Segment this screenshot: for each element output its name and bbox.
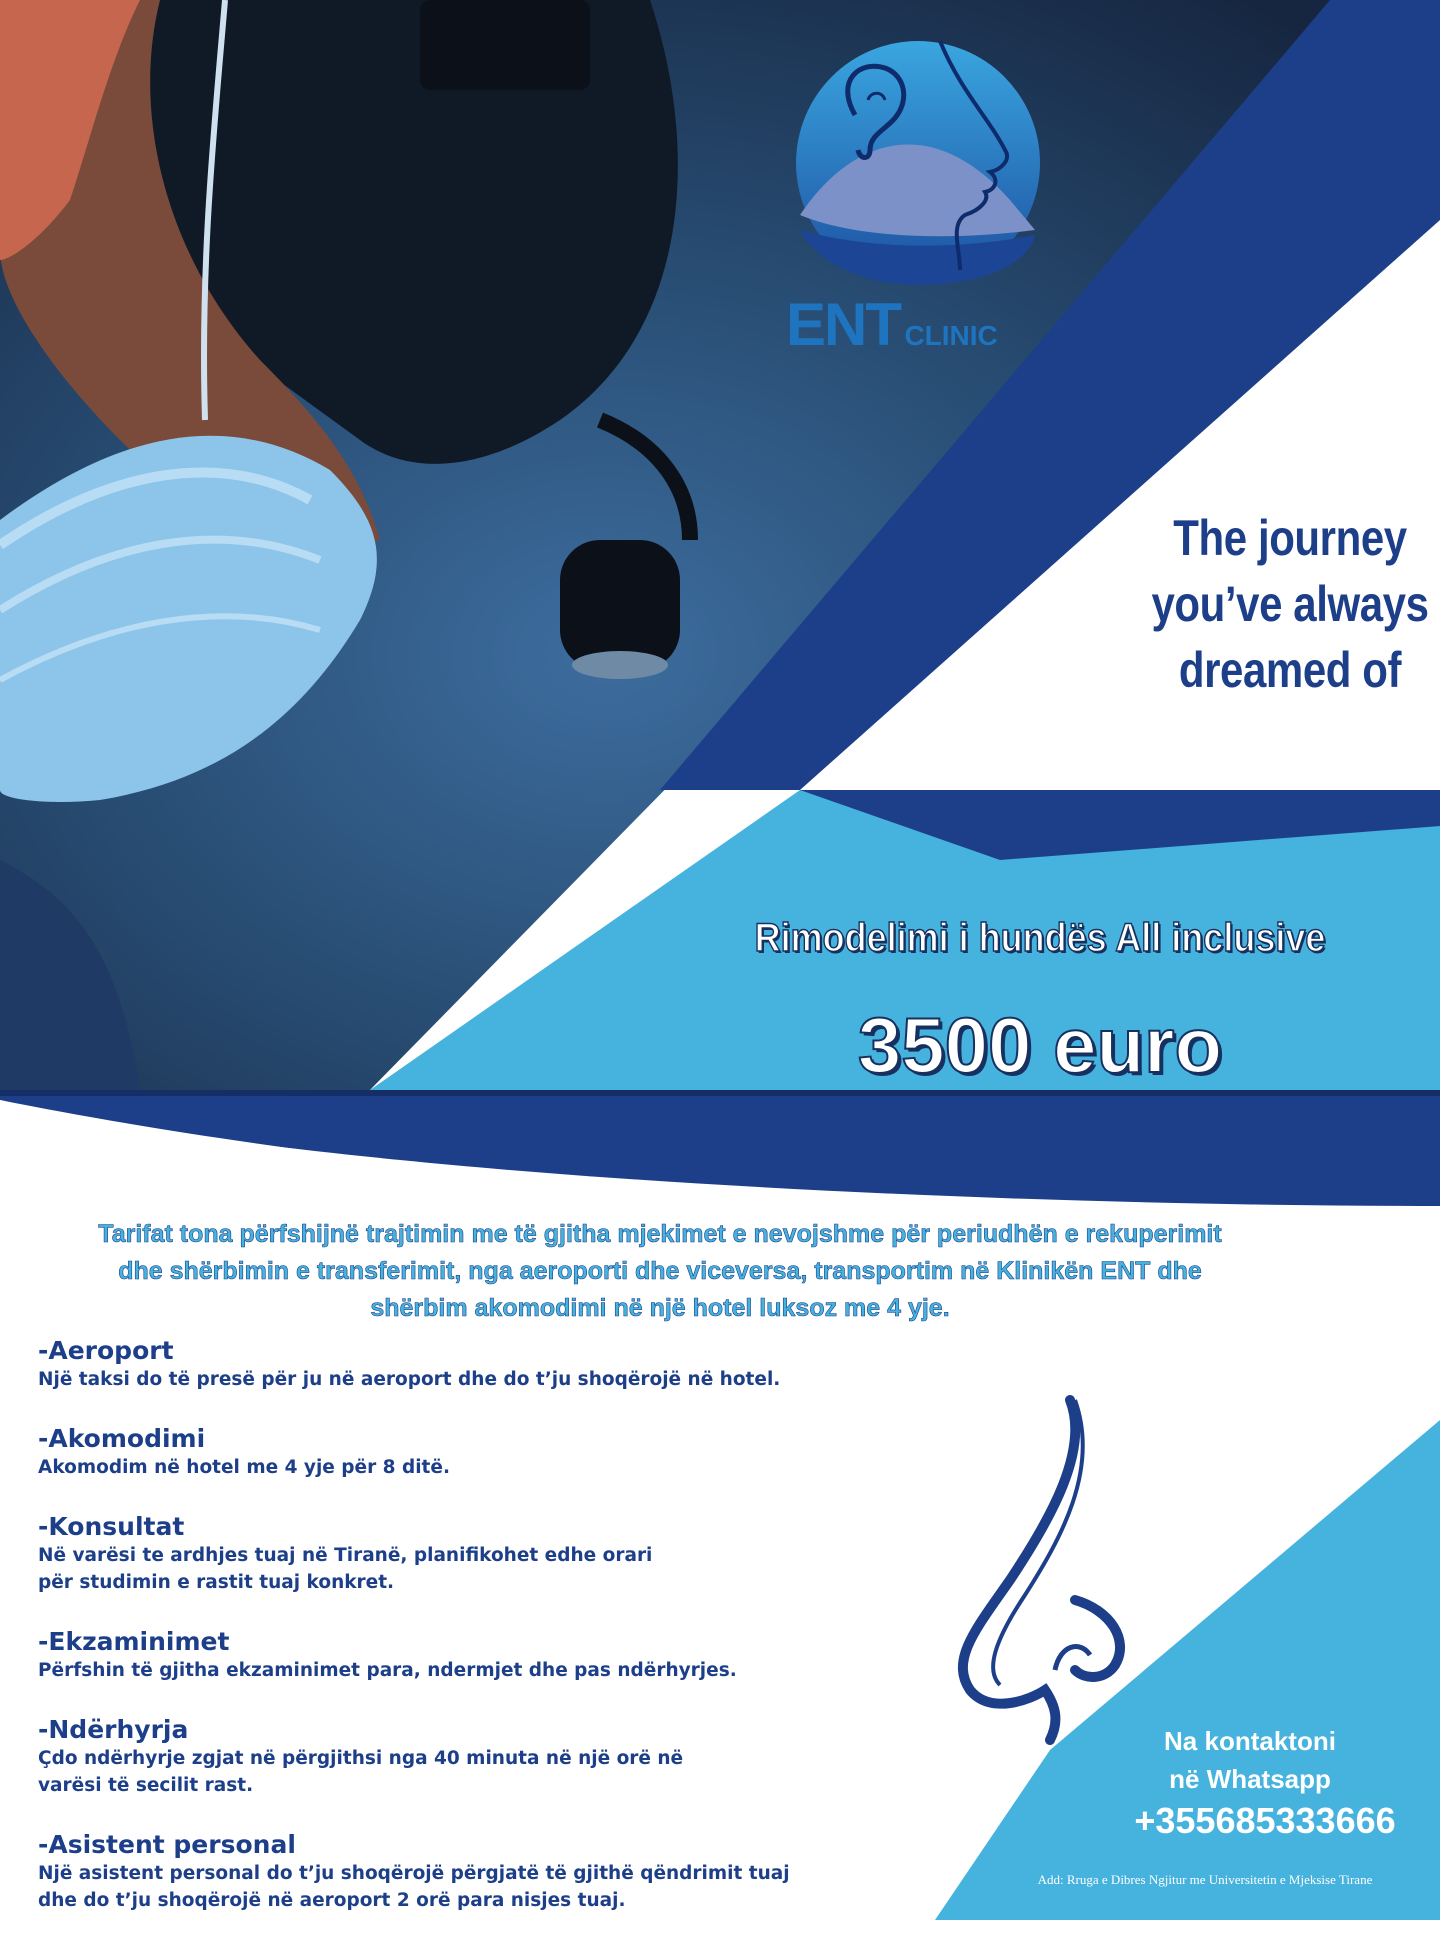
brand-name: ENT xyxy=(786,291,900,358)
feature-item xyxy=(38,1829,938,1914)
feature-desc: Një taksi do të presë për ju në aeroport dhe do t’ju shoqërojë në hotel. xyxy=(38,1369,781,1390)
feature-item xyxy=(38,1335,938,1393)
tagline-line: you’ve always xyxy=(1151,576,1429,632)
intro-line: Tarifat tona përfshijnë trajtimin me të gjitha mjekimet e nevojshme për periudhën e rekuperimit xyxy=(98,1220,1222,1248)
feature-item xyxy=(38,1626,938,1684)
ear-nose-logo-icon xyxy=(796,41,1040,285)
feature-title: -Ekzaminimet xyxy=(38,1627,230,1656)
intro-paragraph xyxy=(60,1216,1260,1327)
feature-item xyxy=(38,1511,938,1596)
feature-desc: Përfshin të gjitha ekzaminimet para, ndermjet dhe pas ndërhyrjes. xyxy=(38,1660,737,1681)
contact-line: në Whatsapp xyxy=(1169,1764,1331,1794)
feature-desc: Një asistent personal do t’ju shoqërojë përgjatë të gjithë qëndrimit tuaj dhe do t’ju shoqërojë në aeroport 2 orë para nisjes tuaj. xyxy=(38,1863,790,1911)
feature-desc: Në varësi te ardhjes tuaj në Tiranë, planifikohet edhe orari për studimin e rastit tuaj konkret. xyxy=(38,1545,653,1593)
feature-title: -Konsultat xyxy=(38,1512,185,1541)
hero-tagline xyxy=(1088,505,1440,703)
feature-title: -Aeroport xyxy=(38,1336,174,1365)
tagline-line: dreamed of xyxy=(1178,642,1402,698)
feature-list xyxy=(38,1335,938,1944)
contact-line: Na kontaktoni xyxy=(1164,1726,1336,1756)
feature-desc: Çdo ndërhyrje zgjat në përgjithsi nga 40 minuta në një orë në varësi të secilit rast. xyxy=(38,1748,684,1796)
whatsapp-phone-number[interactable]: +355685333666 xyxy=(1134,1800,1396,1841)
nose-outline-icon xyxy=(963,1400,1120,1740)
brand-wordmark xyxy=(786,290,1036,359)
intro-line: dhe shërbimin e transferimit, nga aeroporti dhe viceversa, transportim në Klinikën ENT dhe xyxy=(118,1257,1202,1285)
tagline-line: The journey xyxy=(1173,510,1407,566)
feature-desc: Akomodim në hotel me 4 yje për 8 ditë. xyxy=(38,1457,450,1478)
intro-line: shërbim akomodimi në një hotel luksoz me 4 yje. xyxy=(370,1294,950,1322)
feature-item xyxy=(38,1423,938,1481)
contact-block xyxy=(1100,1722,1400,1798)
brand-sub: CLINIC xyxy=(904,320,998,351)
feature-title: -Ndërhyrja xyxy=(38,1715,189,1744)
offer-title: Rimodelimi i hundës All inclusive xyxy=(754,916,1326,960)
offer-price: 3500 euro xyxy=(857,1001,1223,1089)
feature-title: -Asistent personal xyxy=(38,1830,296,1859)
feature-title: -Akomodimi xyxy=(38,1424,206,1453)
feature-item xyxy=(38,1714,938,1799)
clinic-address: Add: Rruga e Dibres Ngjitur me Universitetin e Mjeksise Tirane xyxy=(1037,1872,1373,1887)
